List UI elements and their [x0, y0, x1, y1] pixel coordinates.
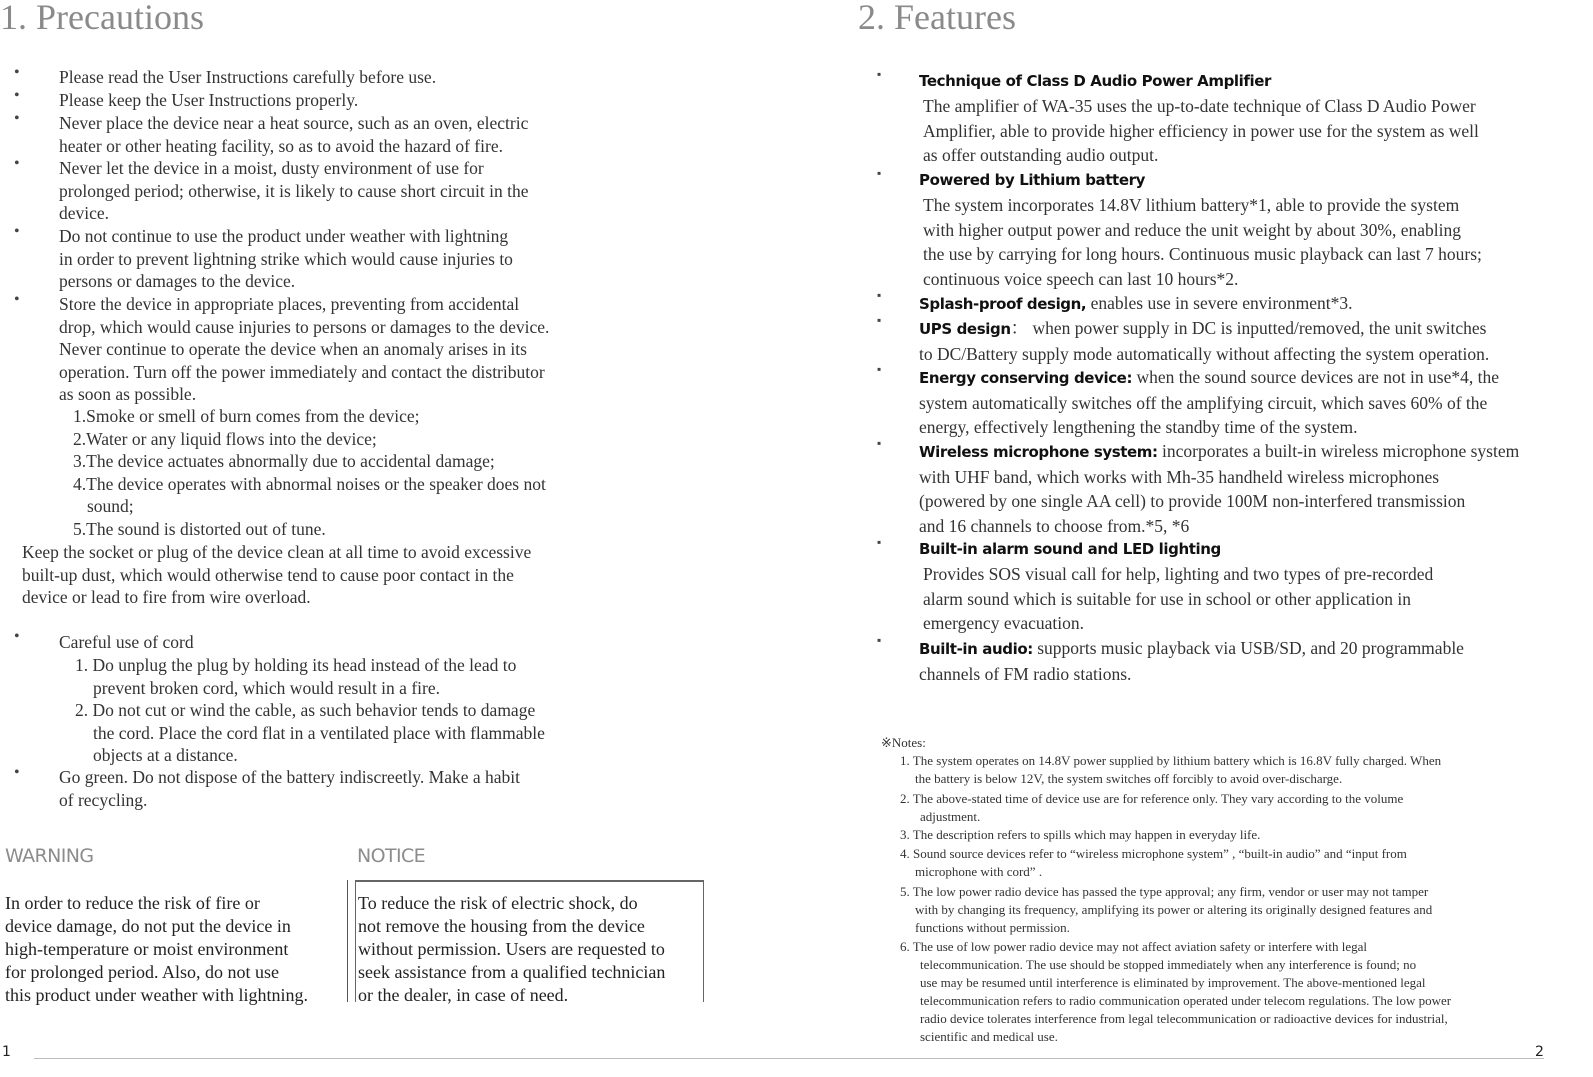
list-item: Please keep the User Instructions properly.: [59, 90, 359, 110]
bullet-icon: •: [14, 64, 20, 81]
list-item: Please read the User Instructions carefully before use.: [59, 67, 437, 87]
footer-rule: [34, 1058, 1544, 1059]
bullet-icon: •: [14, 110, 20, 127]
warning-text: In order to reduce the risk of fire or device damage, do not put the device in high-temperature or moist environment for prolonged period. Also, do not use this product under weather with lightning.: [5, 893, 308, 1005]
features-title: 2. Features: [858, 0, 1016, 37]
bullet-icon: ▪: [877, 288, 882, 302]
notes-title: ※Notes:: [881, 735, 926, 750]
list-item: Never let the device in a moist, dusty environment of use for prolonged period; otherwise, it is likely to cause short circuit in the device.: [59, 158, 529, 224]
bullet-icon: •: [14, 87, 20, 104]
feature-splash: Splash-proof design, enables use in severe environment*3.: [919, 293, 1353, 313]
features-section: [858, 0, 1593, 1077]
precautions-title: 1. Precautions: [0, 0, 204, 37]
bullet-icon: •: [14, 291, 20, 308]
feature-alarm-text: Provides SOS visual call for help, lighting and two types of pre-recorded alarm sound which is suitable for use in school or other application in emergency evacuation.: [923, 564, 1434, 634]
feature-class-d-text: The amplifier of WA-35 uses the up-to-date technique of Class D Audio Power Amplifier, able to provide higher efficiency in power use for the system as well as offer outstanding audio output.: [923, 96, 1479, 166]
bullet-icon: •: [14, 628, 20, 645]
bullet-icon: ▪: [877, 535, 882, 549]
warning-title: WARNING: [5, 845, 94, 867]
page-number-left: 1: [2, 1044, 11, 1060]
socket-paragraph: Keep the socket or plug of the device clean at all time to avoid excessive built-up dust, which would otherwise tend to cause poor contact in the device or lead to fire from wire overload.: [22, 542, 532, 608]
bullet-icon: ▪: [877, 436, 882, 450]
notice-title: NOTICE: [357, 845, 426, 867]
bullet-icon: •: [14, 155, 20, 172]
feature-lithium-text: The system incorporates 14.8V lithium battery*1, able to provide the system with higher output power and reduce the unit weight by about 30%, enabling the use by carrying for long hours. Continuous music playback can last 7 hours; continuous voice speech can last 10 hours*2.: [923, 195, 1482, 290]
feature-heading-lithium: Powered by Lithium battery: [919, 171, 1145, 189]
notice-text: To reduce the risk of electric shock, do not remove the housing from the device without permission. Users are requested to seek assistance from a qualified technician or the dealer, in case of need.: [358, 893, 666, 1005]
feature-energy: Energy conserving device: when the sound source devices are not in use*4, the system automatically switches off the amplifying circuit, which saves 60% of the energy, effectively lengthening the standby time of the system.: [919, 367, 1499, 438]
go-green-item: Go green. Do not dispose of the battery indiscreetly. Make a habit of recycling.: [59, 767, 521, 810]
feature-heading-class-d: Technique of Class D Audio Power Amplifier: [919, 72, 1272, 90]
note-2: 2. The above-stated time of device use are for reference only. They vary according to the volume adjustment.: [900, 791, 1404, 824]
list-item: Never place the device near a heat source, such as an oven, electric heater or other heating facility, so as to avoid the hazard of fire.: [59, 113, 529, 156]
feature-heading-alarm: Built-in alarm sound and LED lighting: [919, 540, 1221, 558]
precautions-section: [0, 0, 790, 1077]
bullet-icon: •: [14, 223, 20, 240]
note-3: 3. The description refers to spills which may happen in everyday life.: [900, 827, 1261, 842]
list-item: Store the device in appropriate places, preventing from accidental drop, which would cause injuries to persons or damages to the device. Never continue to operate the device when an anomaly arises in its operation. Turn off the power immediately and contact the distributor as soon as possible.: [59, 294, 550, 405]
bullet-icon: •: [14, 764, 20, 781]
feature-ups: UPS design： when power supply in DC is inputted/removed, the unit switches to DC/Battery supply mode automatically without affecting the system operation.: [919, 318, 1490, 364]
cord-title: Careful use of cord: [59, 632, 194, 652]
bullet-icon: ▪: [877, 166, 882, 180]
anomaly-list: 1.Smoke or smell of burn comes from the device; 2.Water or any liquid flows into the device; 3.The device actuates abnormally due to accidental damage; 4.The device operates with abnormal noises or the speaker does not sound; 5.The sound is distorted out of tune.: [73, 406, 546, 539]
feature-audio: Built-in audio: supports music playback via USB/SD, and 20 programmable channels of FM radio stations.: [919, 638, 1464, 684]
bullet-icon: ▪: [877, 67, 882, 81]
bullet-icon: ▪: [877, 313, 882, 327]
note-4: 4. Sound source devices refer to “wireless microphone system” , “built-in audio” and “input from microphone with cord” .: [900, 846, 1407, 879]
note-1: 1. The system operates on 14.8V power supplied by lithium battery which is 16.8V fully charged. When the battery is below 12V, the system switches off forcibly to avoid over-discharge.: [900, 753, 1442, 786]
cord-list: 1. Do unplug the plug by holding its head instead of the lead to prevent broken cord, which would result in a fire. 2. Do not cut or wind the cable, as such behavior tends to damage the cord. Place the cord flat in a ventilated place with flammable objects at a distance.: [75, 655, 545, 766]
feature-wireless: Wireless microphone system: incorporates a built-in wireless microphone system with UHF band, which works with Mh-35 handheld wireless microphones (powered by one single AA cell) to provide 100M non-interfered transmission and 16 channels to choose from.*5, *6: [919, 441, 1520, 537]
list-item: Do not continue to use the product under weather with lightning in order to prevent lightning strike which would cause injuries to persons or damages to the device.: [59, 226, 513, 292]
page-number-right: 2: [1535, 1044, 1544, 1060]
bullet-icon: ▪: [877, 633, 882, 647]
note-5: 5. The low power radio device has passed the type approval; any firm, vendor or user may not tamper with by changing its frequency, amplifying its power or altering its originally designed features and functions without permission.: [900, 884, 1433, 935]
note-6: 6. The use of low power radio device may not affect aviation safety or interfere with legal telecommunication. The use should be stopped immediately when any interference is found; no use may be resumed until interference is eliminated by improvement. The above-mentioned legal telecommunication refers to radio communication operated under telecom regulations. The low power radio device tolerates interference from legal telecommunication or radioactive devices for industrial, scientific and medical use.: [900, 939, 1452, 1044]
warning-box-border: [347, 880, 348, 1002]
bullet-icon: ▪: [877, 362, 882, 376]
